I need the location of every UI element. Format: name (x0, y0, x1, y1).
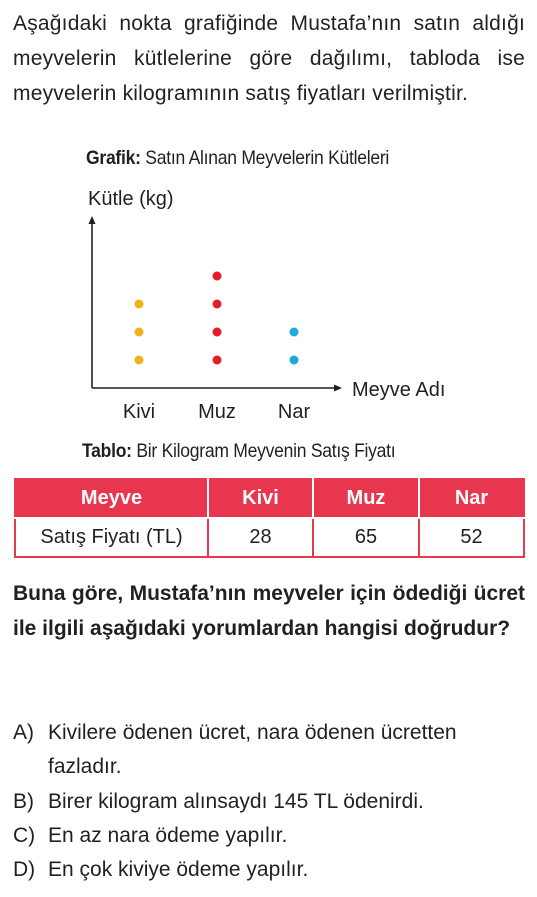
x-tick-label-nar: Nar (277, 401, 311, 423)
option-b-text: Birer kilogram alınsaydı 145 TL ödenirdi. (48, 790, 424, 813)
price-cell-muz: 65 (313, 518, 419, 557)
dot-kivi-1 (135, 356, 144, 365)
dot-kivi-3 (135, 300, 144, 309)
dot-muz-1 (213, 356, 222, 365)
y-axis-arrow (89, 216, 96, 224)
y-axis-label: Kütle (kg) (88, 188, 174, 210)
dot-muz-4 (213, 272, 222, 281)
option-b[interactable] (13, 785, 528, 819)
dot-plot-chart (0, 0, 537, 440)
x-tick-label-muz: Muz (198, 401, 236, 423)
option-a-text: Kivilere ödenen ücret, nara ödenen ücretten fazladır. (48, 721, 457, 778)
question-text: Buna göre, Mustafa’nın meyveler için ödediği ücret ile ilgili aşağıdaki yorumlardan hangisi doğrudur? (13, 582, 525, 640)
price-table-header-row (15, 479, 524, 518)
x-tick-label-kivi: Kivi (122, 401, 156, 423)
option-c-text: En az nara ödeme yapılır. (48, 824, 288, 847)
option-c-letter: C) (13, 824, 36, 847)
row-label-price: Satış Fiyatı (TL) (15, 518, 208, 557)
option-a[interactable] (13, 716, 528, 784)
option-b-letter: B) (13, 790, 34, 813)
intro-paragraph: Aşağıdaki nokta grafiğinde Mustafa’nın satın aldığı meyvelerin kütlelerine göre dağılımı, tabloda ise meyvelerin kilogramının satış fiyatları verilmiştir. (13, 12, 525, 105)
x-axis-label: Meyve Adı (352, 379, 446, 401)
option-d-text: En çok kiviye ödeme yapılır. (48, 858, 309, 881)
table-caption (82, 440, 395, 463)
header-cell-nar: Nar (419, 479, 524, 518)
table-caption-title: Bir Kilogram Meyvenin Satış Fiyatı (136, 440, 396, 462)
price-table (14, 478, 525, 558)
option-c[interactable] (13, 819, 528, 853)
dot-kivi-2 (135, 328, 144, 337)
chart-dots (135, 272, 299, 365)
price-cell-kivi: 28 (208, 518, 313, 557)
price-table-row (15, 518, 524, 557)
x-axis-arrow (334, 385, 342, 392)
graph-caption-label: Grafik: (86, 147, 141, 169)
dot-muz-2 (213, 328, 222, 337)
price-cell-nar: 52 (419, 518, 524, 557)
dot-muz-3 (213, 300, 222, 309)
answer-options (13, 716, 528, 887)
dot-nar-2 (290, 328, 299, 337)
graph-caption-title: Satın Alınan Meyvelerin Kütleleri (145, 147, 390, 169)
dot-nar-1 (290, 356, 299, 365)
option-a-letter: A) (13, 721, 34, 744)
header-cell-fruit: Meyve (15, 479, 208, 518)
option-d[interactable] (13, 853, 528, 887)
header-cell-muz: Muz (313, 479, 419, 518)
table-caption-label: Tablo: (82, 440, 132, 462)
option-d-letter: D) (13, 858, 36, 881)
header-cell-kivi: Kivi (208, 479, 313, 518)
